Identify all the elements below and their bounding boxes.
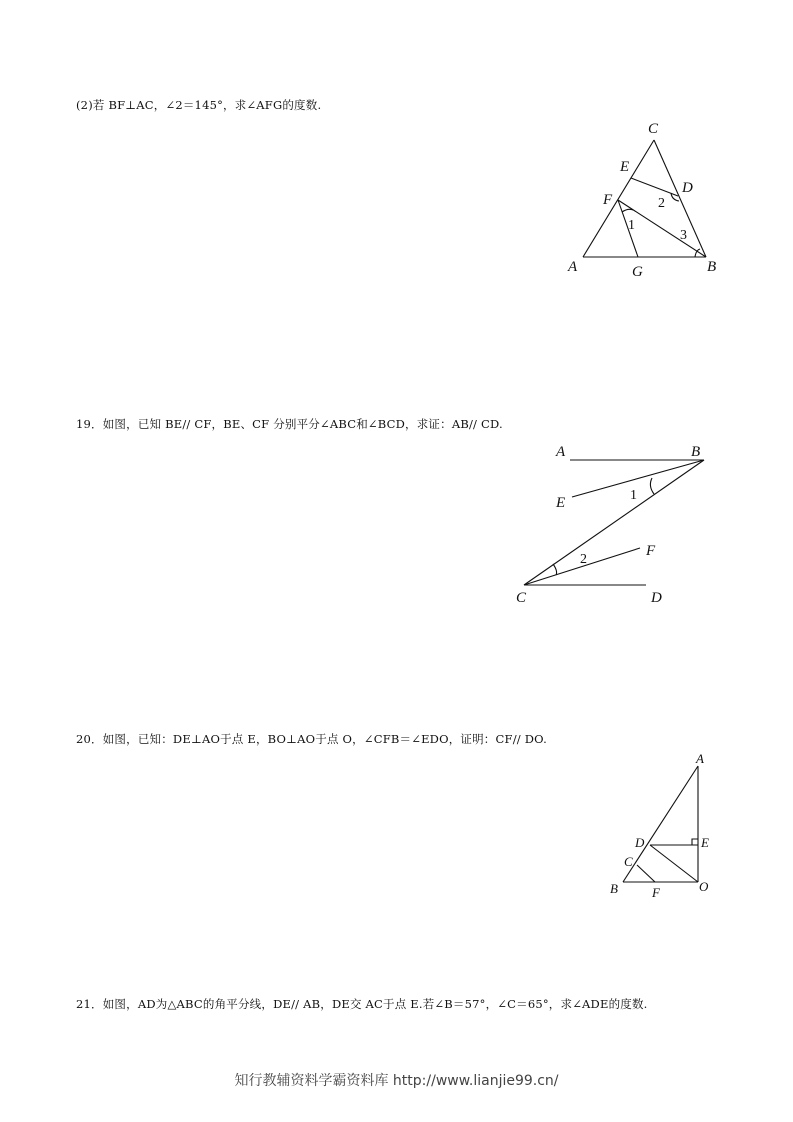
- label-g: G: [632, 264, 643, 280]
- figure-right-triangle-abo: [605, 748, 720, 898]
- label-f: F: [603, 192, 613, 208]
- segment-be: [572, 460, 704, 497]
- label-c: C: [648, 121, 659, 137]
- question-18-part2: (2)若 BF⊥AC，∠2＝145°，求∠AFG的度数.: [76, 98, 322, 112]
- segment-bc: [524, 460, 704, 585]
- right-angle-mark-e: [692, 839, 698, 845]
- label-angle-3: 3: [680, 228, 687, 243]
- label-b: B: [691, 444, 701, 460]
- label-a: A: [568, 259, 578, 275]
- question-21: 21．如图，AD为△ABC的角平分线，DE// AB，DE交 AC于点 E.若∠B＝57°，∠C＝65°，求∠ADE的度数.: [76, 997, 648, 1011]
- angle-2-arc: [553, 564, 557, 575]
- segment-ab: [623, 766, 698, 882]
- label-e: E: [620, 159, 630, 175]
- label-d: D: [682, 180, 693, 196]
- question-20: 20．如图，已知：DE⊥AO于点 E，BO⊥AO于点 O，∠CFB＝∠EDO，证明：CF// DO.: [76, 732, 547, 746]
- footer-watermark: 知行教辅资料学霸资料库 http://www.lianjie99.cn/: [234, 1073, 559, 1089]
- label-b: B: [610, 881, 618, 896]
- label-b: B: [707, 259, 717, 275]
- label-angle-1: 1: [628, 218, 635, 233]
- label-c: C: [516, 590, 527, 606]
- segment-cf: [637, 865, 655, 882]
- label-o: O: [699, 879, 709, 894]
- label-e: E: [556, 495, 566, 511]
- segment-ac: [583, 140, 654, 257]
- label-angle-1: 1: [630, 488, 637, 503]
- figure-triangle-abc: [560, 115, 730, 285]
- label-a: A: [556, 444, 566, 460]
- label-a: A: [696, 751, 704, 766]
- angle-1-arc: [650, 478, 654, 494]
- label-c: C: [624, 854, 633, 869]
- label-d: D: [651, 590, 662, 606]
- question-19: 19．如图，已知 BE// CF，BE、CF 分别平分∠ABC和∠BCD，求证：AB// CD.: [76, 417, 503, 431]
- label-angle-2: 2: [580, 552, 587, 567]
- label-f: F: [646, 543, 656, 559]
- label-d: D: [635, 835, 645, 850]
- angle-1-arc: [622, 209, 633, 212]
- label-e: E: [701, 835, 709, 850]
- label-angle-2: 2: [658, 196, 665, 211]
- figure-parallel-bisectors: [510, 435, 710, 610]
- segment-do: [650, 845, 698, 882]
- label-f: F: [652, 885, 660, 898]
